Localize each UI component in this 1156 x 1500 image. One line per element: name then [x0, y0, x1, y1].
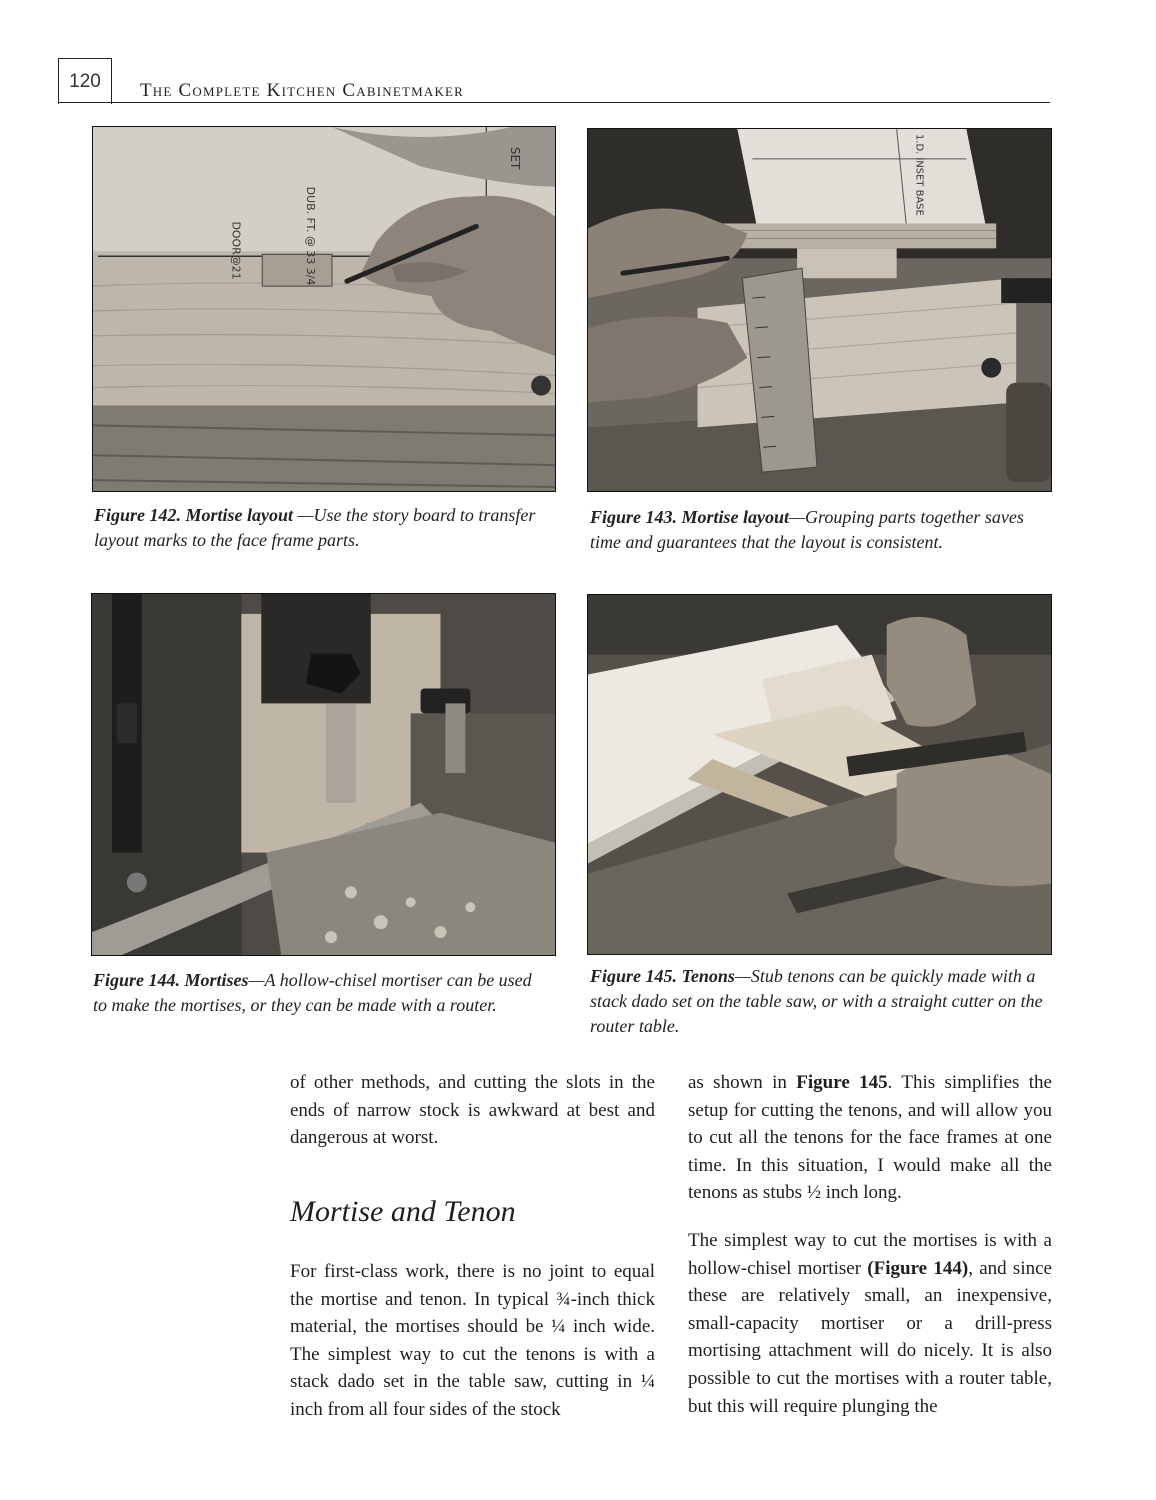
figure-144-label: Figure 144. [93, 970, 181, 990]
figure-143-photo [587, 128, 1052, 492]
figure-reference: (Figure 144) [867, 1257, 969, 1279]
text-run: . This simplifies the setup for cutting the tenons, and will allow you to cut all the tenons for the face frames at one time. In this situation, I would make all the tenons as stubs ½ inch long. [688, 1072, 1052, 1204]
figure-143-label: Figure 143. [590, 507, 678, 527]
figure-142-caption [94, 503, 544, 553]
figure-143-title: Mortise layout [681, 507, 790, 527]
figure-144-title: Mortises [184, 970, 249, 990]
figure-reference: Figure 145 [796, 1072, 888, 1093]
figure-145-text: —Stub tenons can be quickly made with a stack dado set on the table saw, or with a straight cutter on the router table. [590, 966, 1043, 1036]
fig142-mark-dub: DUB. FT. @ 33 3/4 [304, 186, 318, 286]
figure-142-photo [92, 126, 556, 492]
body-paragraph [688, 1227, 1052, 1420]
figure-142-label: Figure 142. [94, 505, 182, 525]
section-heading: Mortise and Tenon [290, 1195, 516, 1228]
figure-145-label: Figure 145. [590, 966, 678, 986]
figure-143-text: —Grouping parts together saves time and guarantees that the layout is consistent. [590, 507, 1024, 552]
fig142-mark-set: SET [508, 146, 523, 170]
figure-144-photo [91, 593, 556, 956]
figure-143-caption [590, 505, 1045, 555]
body-paragraph: For first-class work, there is no joint to equal the mortise and tenon. In typical ¾-inch thick material, the mortises should be ¼ inch wide. The simplest way to cut the tenons is with a stack dado set in the table saw, cutting in ¼ inch from all four sides of the stock [290, 1261, 655, 1420]
figure-145-title: Tenons [681, 966, 735, 986]
body-paragraph: of other methods, and cutting the slots in the ends of narrow stock is awkward at best and dangerous at worst. [290, 1072, 655, 1149]
text-run: , and since these are relatively small, an inexpensive, small-capacity mortiser or a drill-press mortising attachment will do nicely. It is also possible to cut the mortises with a router table, but this will require plunging the [688, 1257, 1052, 1417]
body-column-1-main [290, 1258, 655, 1424]
running-title: The Complete Kitchen Cabinetmaker [140, 80, 465, 101]
body-paragraph [688, 1069, 1052, 1207]
fig143-mark-36: 36 3/8 [719, 173, 731, 206]
body-column-2 [688, 1069, 1052, 1420]
figure-145-photo [587, 594, 1052, 955]
fig142-mark-door: DOOR@21 [229, 221, 243, 280]
figure-144-caption [93, 968, 548, 1018]
fig143-mark-inset: 1.D. INSET BASE [913, 133, 925, 216]
body-column-1-intro [290, 1069, 655, 1152]
figure-142-text: —Use the story board to transfer layout marks to the face frame parts. [94, 505, 536, 550]
text-run: The simplest way to cut the mortises is with a hollow-chisel mortiser [688, 1229, 1052, 1279]
figure-145-caption [590, 964, 1045, 1039]
text-run: as shown in [688, 1072, 797, 1093]
page-number: 120 [58, 58, 112, 104]
figure-144-text: —A hollow-chisel mortiser can be used to make the mortises, or they can be made with a router. [93, 970, 532, 1015]
figure-142-title: Mortise layout [185, 505, 294, 525]
header-rule [58, 102, 1050, 103]
